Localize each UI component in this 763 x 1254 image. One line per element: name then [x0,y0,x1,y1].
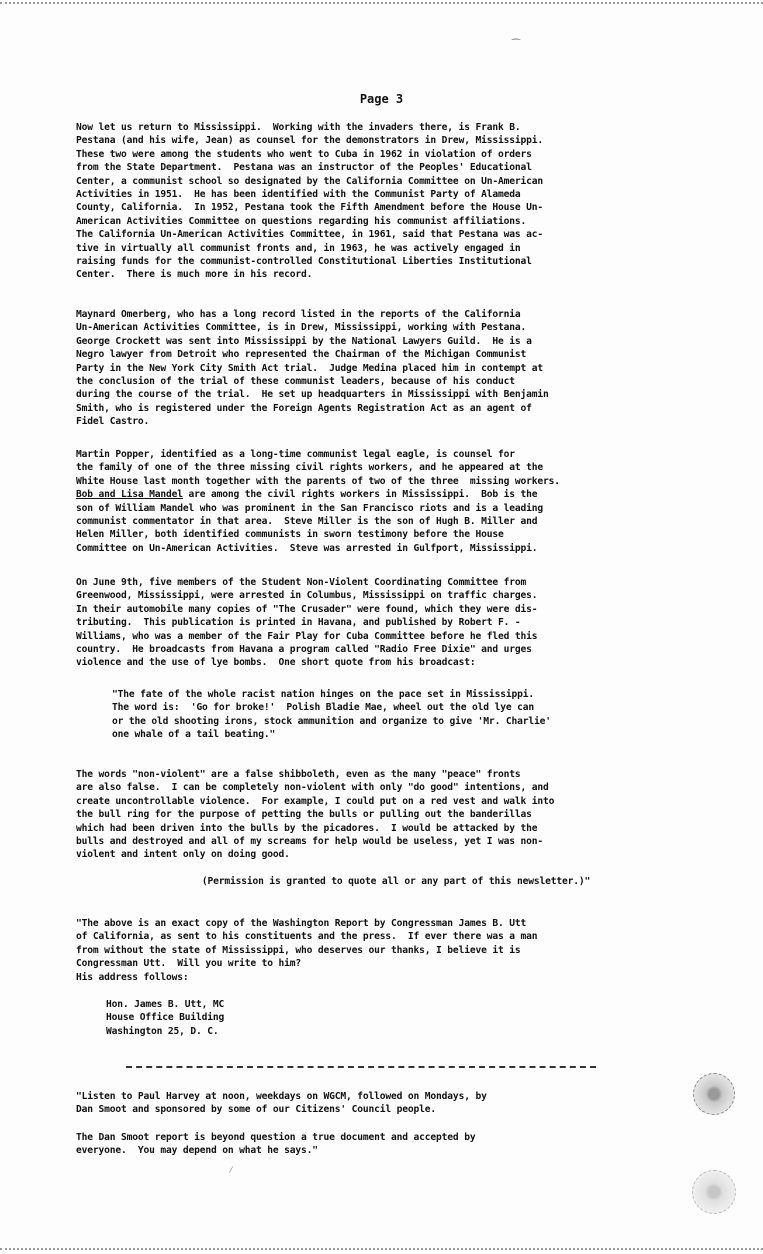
top-dotted-border [0,2,763,4]
paragraph-paul-harvey: "Listen to Paul Harvey at noon, weekdays on WGCM, followed on Mondays, by Dan Smoot and sponsored by some of our Citizens' Council people. [76,1091,487,1116]
permission-note: (Permission is granted to quote all or any part of this newsletter.)" [201,876,591,887]
scan-speck: ⁀ [512,40,521,51]
paragraph-popper-rest: are among the civil rights workers in Mississippi. Bob is the son of William Mandel who was prominent in the San Francisco riots and is a leading communist commentator in that area. Steve Miller is the son of Hugh B. Miller and Helen Miller, both identified communists in sworn testimony before the House Committee on Un-American Activities. Steve was arrested in Gulfport, Mississippi. [76,489,543,554]
dashed-separator [126,1066,596,1068]
underlined-names: Bob and Lisa Mandel [76,489,183,501]
faded-stamp-mark [692,1170,736,1214]
mailing-address: Hon. James B. Utt, MC House Office Building Washington 25, D. C. [106,999,225,1037]
bottom-dotted-border [0,1248,763,1250]
scan-speck: ⁄ [228,1165,235,1176]
paragraph-pestana: Now let us return to Mississippi. Working with the invaders there, is Frank B. Pestana (and his wife, Jean) as counsel for the demonstrators in Drew, Mississippi. These two were among the students who went to Cuba in 1962 in violation of orders from the State Department. Pestana was an instructor of the Peoples' Educational Center, a communist school so designated by the California Committee on Un-American Activities in 1951. He has been identified with the Communist Party of Alameda County, California. In 1952, Pestana took the Fifth Amendment before the House Un- American Activities Committee on questions regarding his communist affiliations. The California Un-American Activities Committee, in 1961, said that Pestana was ac- tive in virtually all communist fronts and, in 1963, he was actively engaged in raising funds for the communist-controlled Constitutional Liberties Institutional Center. There is much more in his record. [76,122,543,281]
broadcast-quote: "The fate of the whole racist nation hinges on the pace set in Mississippi. The word is: 'Go for broke!' Polish Bladie Mae, wheel out the old lye can or the old shooting irons, stock ammunition and organize to give 'Mr. Charlie' one whale of a tail beating." [112,689,551,741]
paragraph-dan-smoot: The Dan Smoot report is beyond question a true document and accepted by everyone. You may depend on what he says." [76,1132,476,1157]
round-stamp-mark [693,1073,735,1115]
paragraph-popper [76,448,716,555]
page-title: Page 3 [359,92,404,106]
paragraph-omerberg: Maynard Omerberg, who has a long record listed in the reports of the California Un-American Activities Committee, is in Drew, Mississippi, working with Pestana. George Crockett was sent into Mississippi by the National Lawyers Guild. He is a Negro lawyer from Detroit who represented the Chairman of the Michigan Communist Party in the New York City Smith Act trial. Judge Medina placed him in contempt at the conclusion of the trial of these communist leaders, because of his conduct during the course of the trial. He set up headquarters in Mississippi with Benjamin Smith, who is registered under the Foreign Agents Registration Act as an agent of Fidel Castro. [76,309,549,428]
paragraph-june-arrests: On June 9th, five members of the Student Non-Violent Coordinating Committee from Greenwood, Mississippi, were arrested in Columbus, Mississippi on traffic charges. In their automobile many copies of "The Crusader" were found, which they were dis- tributing. This publication is printed in Havana, and published by Robert F. - Williams, who was a member of the Fair Play for Cuba Committee before he fled this country. He broadcasts from Havana a program called "Radio Free Dixie" and urges violence and the use of lye bombs. One short quote from his broadcast: [76,577,538,669]
paragraph-utt-report: "The above is an exact copy of the Washington Report by Congressman James B. Utt of California, as sent to his constituents and the press. If ever there was a man from without the state of Mississippi, who deserves our thanks, I believe it is Congressman Utt. Will you write to him? His address follows: [76,918,538,983]
paragraph-non-violent: The words "non-violent" are a false shibboleth, even as the many "peace" fronts are also false. I can be completely non-violent with only "do good" intentions, and create uncontrollable violence. For example, I could put on a red vest and walk into the bull ring for the purpose of petting the bulls or pulling out the banderillas which had been driven into the bulls by the picadores. I would be attacked by the bulls and destroyed and all of my screams for help would be useless, yet I was non- violent and intent only on doing good. [76,769,555,861]
paragraph-popper-start: Martin Popper, identified as a long-time communist legal eagle, is counsel for the family of one of the three missing civil rights workers, and he appeared at the White House last month together with the parents of two of the three missing workers. [76,449,560,487]
